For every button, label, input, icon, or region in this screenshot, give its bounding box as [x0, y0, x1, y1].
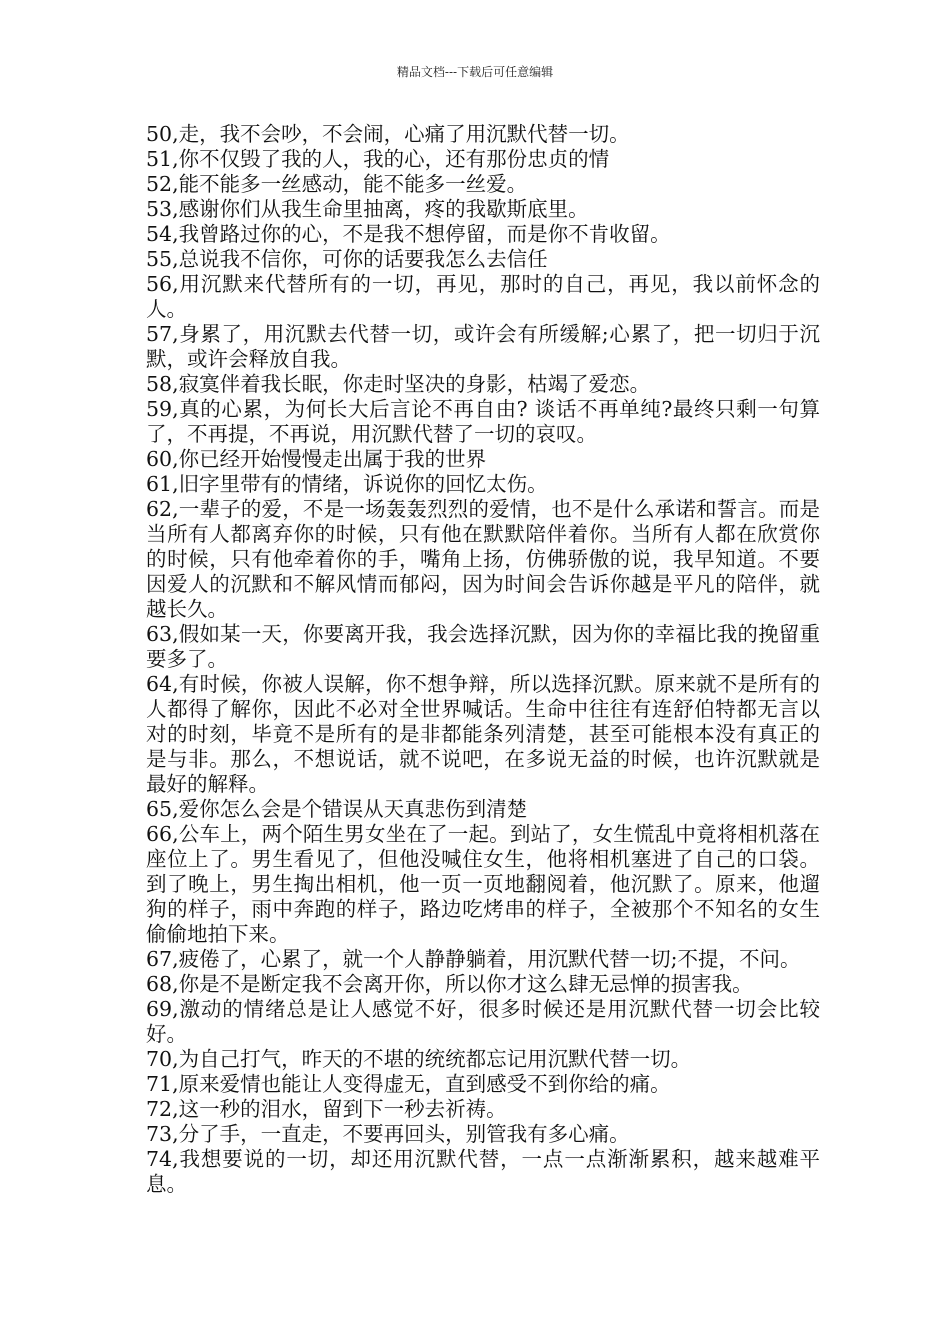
list-item: 50,走，我不会吵，不会闹，心痛了用沉默代替一切。	[146, 122, 630, 146]
list-item: 71,原来爱情也能让人变得虚无，直到感受不到你给的痛。	[146, 1072, 671, 1096]
list-item: 63,假如某一天，你要离开我，我会选择沉默，因为你的幸福比我的挽留重要多了。	[146, 622, 820, 671]
list-item: 67,疲倦了，心累了，就一个人静静躺着，用沉默代替一切;不提，不问。	[146, 947, 801, 971]
list-item: 65,爱你怎么会是个错误从天真悲伤到清楚	[146, 797, 528, 821]
list-item: 51,你不仅毁了我的人，我的心，还有那份忠贞的情	[146, 147, 610, 171]
list-item: 72,这一秒的泪水，留到下一秒去祈祷。	[146, 1097, 507, 1121]
list-item: 61,旧字里带有的情绪，诉说你的回忆太伤。	[146, 472, 548, 496]
list-item: 60,你已经开始慢慢走出属于我的世界	[146, 447, 487, 471]
list-item: 58,寂寞伴着我长眠，你走时坚决的身影，枯竭了爱恋。	[146, 372, 651, 396]
list-item: 57,身累了，用沉默去代替一切，或许会有所缓解;心累了，把一切归于沉默，或许会释放自我。	[146, 322, 820, 371]
list-item: 59,真的心累，为何长大后言论不再自由? 谈话不再单纯?最终只剩一句算了，不再提，不再说，用沉默代替了一切的哀叹。	[146, 397, 820, 446]
list-item: 69,激动的情绪总是让人感觉不好，很多时候还是用沉默代替一切会比较好。	[146, 997, 820, 1046]
list-item: 55,总说我不信你，可你的话要我怎么去信任	[146, 247, 548, 271]
list-item: 52,能不能多一丝感动，能不能多一丝爱。	[146, 172, 528, 196]
list-item: 68,你是不是断定我不会离开你，所以你才这么肆无忌惮的损害我。	[146, 972, 753, 996]
page-header: 精品文档---下载后可任意编辑	[396, 65, 554, 79]
list-item: 53,感谢你们从我生命里抽离，疼的我歇斯底里。	[146, 197, 589, 221]
list-item: 74,我想要说的一切，却还用沉默代替，一点一点渐渐累积，越来越难平息。	[146, 1147, 820, 1196]
list-item: 66,公车上，两个陌生男女坐在了一起。到站了，女生慌乱中竟将相机落在座位上了。男生看见了，但他没喊住女生，他将相机塞进了自己的口袋。到了晚上，男生掏出相机，他一页一页地翻阅着，他沉默了。原来，他遛狗的样子，雨中奔跑的样子，路边吃烤串的样子，全被那个不知名的女生偷偷地拍下来。	[146, 822, 820, 946]
document-body	[146, 122, 820, 1197]
list-item: 70,为自己打气，昨天的不堪的统统都忘记用沉默代替一切。	[146, 1047, 692, 1071]
list-item: 54,我曾路过你的心，不是我不想停留，而是你不肯收留。	[146, 222, 671, 246]
list-item: 64,有时候，你被人误解，你不想争辩，所以选择沉默。原来就不是所有的人都得了解你，因此不必对全世界喊话。生命中往往有连舒伯特都无言以对的时刻，毕竟不是所有的是非都能条列清楚，甚至可能根本没有真正的是与非。那么，不想说话，就不说吧，在多说无益的时候，也许沉默就是最好的解释。	[146, 672, 820, 796]
list-item: 62,一辈子的爱，不是一场轰轰烈烈的爱情，也不是什么承诺和誓言。而是当所有人都离弃你的时候，只有他在默默陪伴着你。当所有人都在欣赏你的时候，只有他牵着你的手，嘴角上扬，仿佛骄傲的说，我早知道。不要因爱人的沉默和不解风情而郁闷，因为时间会告诉你越是平凡的陪伴，就越长久。	[146, 497, 820, 621]
list-item: 56,用沉默来代替所有的一切，再见，那时的自己，再见，我以前怀念的人。	[146, 272, 820, 321]
list-item: 73,分了手，一直走，不要再回头，别管我有多心痛。	[146, 1122, 630, 1146]
